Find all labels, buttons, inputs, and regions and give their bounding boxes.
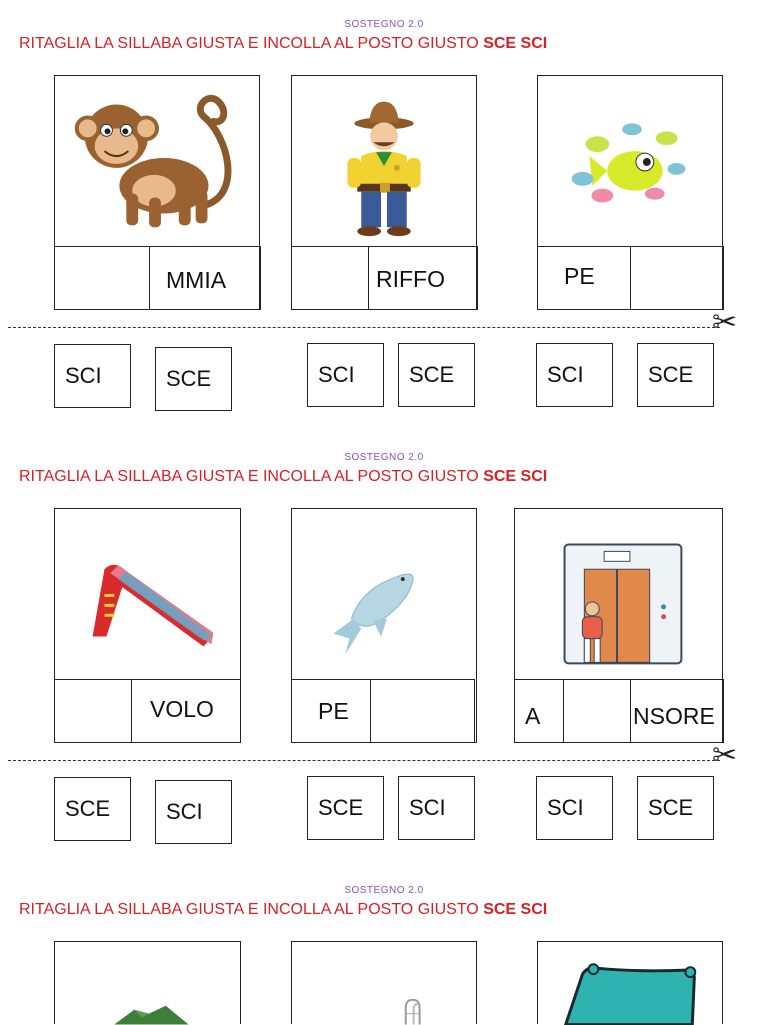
instruction-syllables: SCE SCI (483, 468, 548, 485)
exercise-card-fish (291, 508, 477, 743)
brand-label: SOSTEGNO 2.0 (344, 19, 424, 30)
blank-slot[interactable] (370, 679, 475, 743)
exercise-card-fish-school (537, 75, 723, 310)
fish-school-icon (538, 76, 722, 246)
exercise-card-pillow (537, 941, 723, 1024)
monkey-icon (55, 76, 259, 246)
syllable-tile[interactable]: SCI (536, 343, 613, 407)
syllable-tile[interactable]: SCI (536, 776, 613, 840)
syllable-tile[interactable]: SCE (637, 776, 714, 840)
instruction-main: RITAGLIA LA SILLABA GIUSTA E INCOLLA AL POSTO GIUSTO (19, 468, 479, 485)
blank-slot[interactable] (291, 246, 369, 310)
word-part: VOLO (131, 679, 241, 743)
mountain-icon (55, 942, 240, 1025)
elevator-icon (515, 509, 722, 679)
word-part: PE (291, 679, 371, 743)
cut-line (8, 760, 720, 761)
exercise-card-slide (54, 508, 241, 743)
word-part: RIFFO (368, 246, 478, 310)
blank-slot[interactable] (54, 246, 150, 310)
syllable-tile[interactable]: SCI (54, 344, 131, 408)
syllable-tile[interactable]: SCE (307, 776, 384, 840)
syllable-tile[interactable]: SCE (398, 343, 475, 407)
instruction-main: RITAGLIA LA SILLABA GIUSTA E INCOLLA AL POSTO GIUSTO (19, 35, 479, 52)
fish-icon (292, 509, 476, 679)
word-part: MMIA (149, 246, 261, 310)
instruction-main: RITAGLIA LA SILLABA GIUSTA E INCOLLA AL POSTO GIUSTO (19, 901, 479, 918)
ladder-icon (292, 942, 476, 1025)
instruction-text (19, 468, 547, 486)
scissors-icon: ✂ (712, 306, 738, 339)
exercise-card-elevator (514, 508, 723, 743)
exercise-card-cowboy (291, 75, 477, 310)
instruction-syllables: SCE SCI (483, 35, 548, 52)
exercise-card-ladder (291, 941, 477, 1024)
syllable-tile[interactable]: SCE (637, 343, 714, 407)
instruction-text (19, 35, 547, 53)
instruction-text (19, 901, 547, 919)
word-part: PE (537, 246, 631, 310)
syllable-tile[interactable]: SCI (307, 343, 384, 407)
blank-slot[interactable] (54, 679, 132, 743)
cut-line (8, 327, 720, 328)
slide-icon (55, 509, 240, 679)
brand-label: SOSTEGNO 2.0 (344, 885, 424, 896)
word-part: NSORE (630, 679, 724, 743)
word-part: A (514, 679, 564, 743)
blank-slot[interactable] (563, 679, 631, 743)
syllable-tile[interactable]: SCE (155, 347, 232, 411)
pillow-icon (538, 942, 722, 1025)
instruction-syllables: SCE SCI (483, 901, 548, 918)
syllable-tile[interactable]: SCI (155, 780, 232, 844)
cowboy-sheriff-icon (292, 76, 476, 246)
scissors-icon: ✂ (712, 739, 738, 772)
syllable-tile[interactable]: SCI (398, 776, 475, 840)
exercise-card-mountain (54, 941, 241, 1024)
blank-slot[interactable] (630, 246, 724, 310)
brand-label: SOSTEGNO 2.0 (344, 452, 424, 463)
syllable-tile[interactable]: SCE (54, 777, 131, 841)
exercise-card-monkey (54, 75, 260, 310)
